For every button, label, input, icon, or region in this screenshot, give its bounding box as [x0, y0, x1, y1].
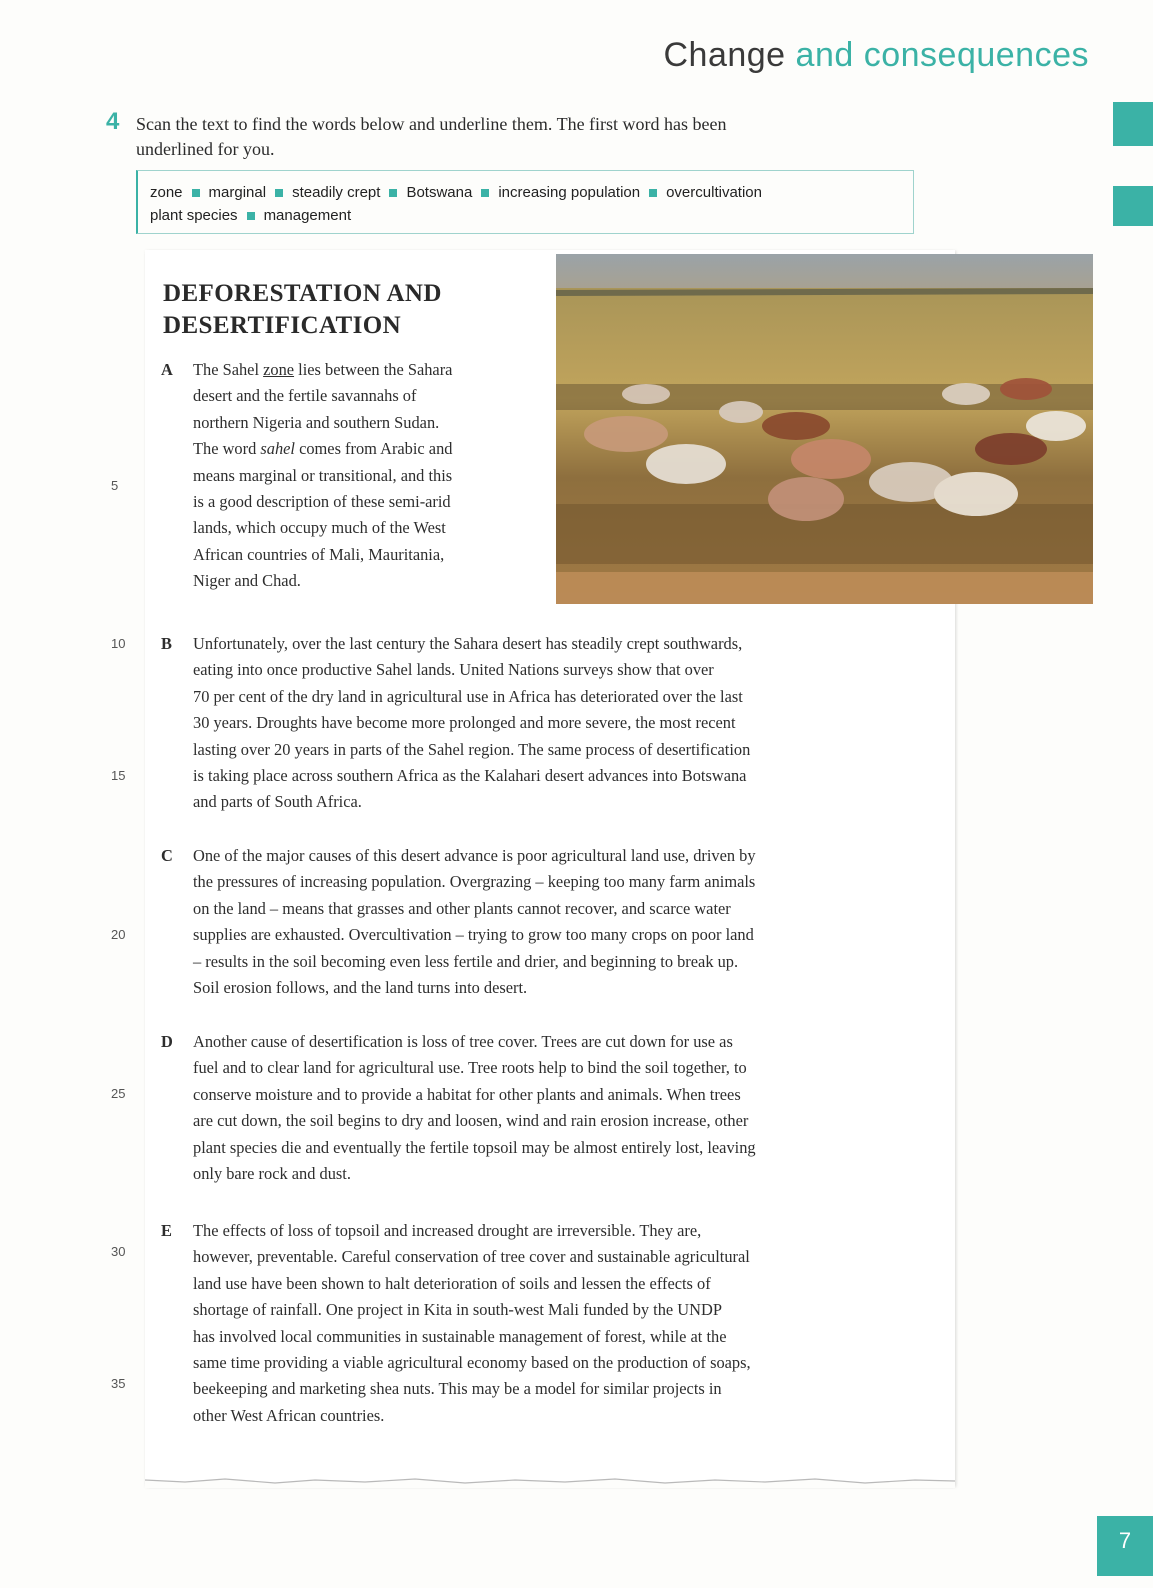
word-box-line: [150, 204, 901, 227]
italic-word: sahel: [260, 439, 295, 459]
paragraph-line: One of the major causes of this desert advance is poor agricultural land use, driven by: [193, 846, 756, 865]
chapter-title-word1: Change: [663, 36, 786, 74]
paragraph-line: and parts of South Africa.: [193, 792, 362, 812]
paragraph-letter: E: [161, 1221, 172, 1240]
paragraph-line: – results in the soil becoming even less fertile and drier, and beginning to break up.: [193, 951, 739, 971]
paragraph-line: means marginal or transitional, and this: [193, 465, 453, 485]
paragraph-line: Another cause of desertification is loss of tree cover. Trees are cut down for use as: [193, 1032, 733, 1051]
word-box-line: [150, 181, 901, 204]
bullet-square-icon: [247, 212, 255, 220]
word-item: Botswana: [406, 184, 473, 201]
paragraph-line: eating into once productive Sahel lands. United Nations surveys show that over: [193, 660, 714, 680]
underlined-word: zone: [263, 360, 295, 379]
article-title-line: DESERTIFICATION: [163, 312, 402, 339]
paragraph-e: [161, 1218, 915, 1429]
page-number: 7: [1097, 1516, 1153, 1576]
paragraph-letter: A: [161, 360, 173, 379]
cattle-grazing-photo: [556, 254, 1093, 604]
line-number: 30: [111, 1244, 126, 1259]
paragraph-letter: C: [161, 846, 173, 865]
line-number: 25: [111, 1086, 126, 1101]
paragraph-letter: D: [161, 1032, 173, 1051]
paragraph-line: lands, which occupy much of the West: [193, 518, 446, 538]
word-item: overcultivation: [666, 184, 762, 201]
paragraph-line: 30 years. Droughts have become more prolonged and more severe, the most recent: [193, 713, 736, 733]
paragraph-line: supplies are exhausted. Overcultivation – trying to grow too many crops on poor land: [193, 925, 754, 945]
line-number: 10: [111, 636, 126, 651]
line-number: 5: [111, 478, 119, 493]
line-number: 35: [111, 1376, 126, 1391]
bullet-square-icon: [389, 189, 397, 197]
chapter-title-word2: and consequences: [795, 36, 1089, 74]
paragraph-line: however, preventable. Careful conservation of tree cover and sustainable agricultural: [193, 1247, 750, 1267]
paragraph-line: Niger and Chad.: [193, 571, 301, 591]
paragraph-a: [161, 357, 535, 595]
paragraph-line: Unfortunately, over the last century the Sahara desert has steadily crept southwards,: [193, 634, 743, 653]
paragraph-line: lasting over 20 years in parts of the Sahel region. The same process of desertification: [193, 739, 751, 759]
word-item: marginal: [208, 184, 267, 201]
paragraph-line: fuel and to clear land for agricultural use. Tree roots help to bind the soil together, to: [193, 1058, 747, 1078]
line-number: 20: [111, 927, 126, 942]
word-box: [136, 170, 914, 234]
torn-edge: [145, 1474, 955, 1488]
word-item: management: [263, 207, 352, 224]
paragraph-line: 70 per cent of the dry land in agricultural use in Africa has deteriorated over the last: [193, 686, 743, 706]
paragraph-line: other West African countries.: [193, 1405, 385, 1425]
paragraph-line: shortage of rainfall. One project in Kita in south-west Mali funded by the UNDP: [193, 1300, 722, 1320]
word-item: steadily crept: [292, 184, 381, 201]
paragraph-line: plant species die and eventually the fertile topsoil may be almost entirely lost, leaving: [193, 1137, 756, 1157]
paragraph-line: same time providing a viable agricultural economy based on the production of soaps,: [193, 1353, 751, 1373]
paragraph-d: [161, 1029, 915, 1187]
edge-tab-bottom: [1113, 186, 1153, 226]
bullet-square-icon: [649, 189, 657, 197]
edge-tab-top: [1113, 102, 1153, 146]
paragraph-line: is a good description of these semi-arid: [193, 492, 451, 512]
word-item: plant species: [150, 207, 238, 224]
paragraph-line: The Sahel zone lies between the Sahara: [193, 360, 453, 379]
paragraph-line: The word sahel comes from Arabic and: [193, 439, 453, 459]
paragraph-line: has involved local communities in sustainable management of forest, while at the: [193, 1326, 727, 1346]
paragraph-line: only bare rock and dust.: [193, 1164, 351, 1184]
paragraph-letter: B: [161, 634, 172, 653]
line-number: 15: [111, 768, 126, 783]
bullet-square-icon: [192, 189, 200, 197]
paragraph-c: [161, 843, 915, 1001]
paragraph-line: is taking place across southern Africa as the Kalahari desert advances into Botswana: [193, 766, 747, 786]
paragraph-line: are cut down, the soil begins to dry and loosen, wind and rain erosion increase, other: [193, 1111, 749, 1131]
task-text-line: Scan the text to find the words below and underline them. The first word has been: [136, 114, 727, 134]
chapter-title: [663, 36, 1089, 75]
word-item: increasing population: [498, 184, 641, 201]
paragraph-line: conserve moisture and to provide a habitat for other plants and animals. When trees: [193, 1084, 741, 1104]
task-number: 4: [106, 108, 120, 135]
task-text: [136, 112, 906, 162]
paragraph-line: The effects of loss of topsoil and increased drought are irreversible. They are,: [193, 1221, 702, 1240]
paragraph-line: northern Nigeria and southern Sudan.: [193, 412, 440, 432]
paragraph-line: the pressures of increasing population. Overgrazing – keeping too many farm animals: [193, 872, 756, 892]
article-title-line: DEFORESTATION AND: [163, 280, 442, 307]
paragraph-line: land use have been shown to halt deterioration of soils and lessen the effects of: [193, 1273, 711, 1293]
paragraph-line: Soil erosion follows, and the land turns into desert.: [193, 978, 528, 998]
paragraph-line: African countries of Mali, Mauritania,: [193, 544, 445, 564]
bullet-square-icon: [275, 189, 283, 197]
word-item: zone: [150, 184, 183, 201]
paragraph-line: beekeeping and marketing shea nuts. This may be a model for similar projects in: [193, 1379, 722, 1399]
bullet-square-icon: [481, 189, 489, 197]
article-title: [163, 278, 442, 342]
task-text-line: underlined for you.: [136, 139, 275, 159]
paragraph-line: desert and the fertile savannahs of: [193, 386, 417, 406]
paragraph-b: [161, 631, 915, 816]
paragraph-line: on the land – means that grasses and other plants cannot recover, and scarce water: [193, 898, 731, 918]
